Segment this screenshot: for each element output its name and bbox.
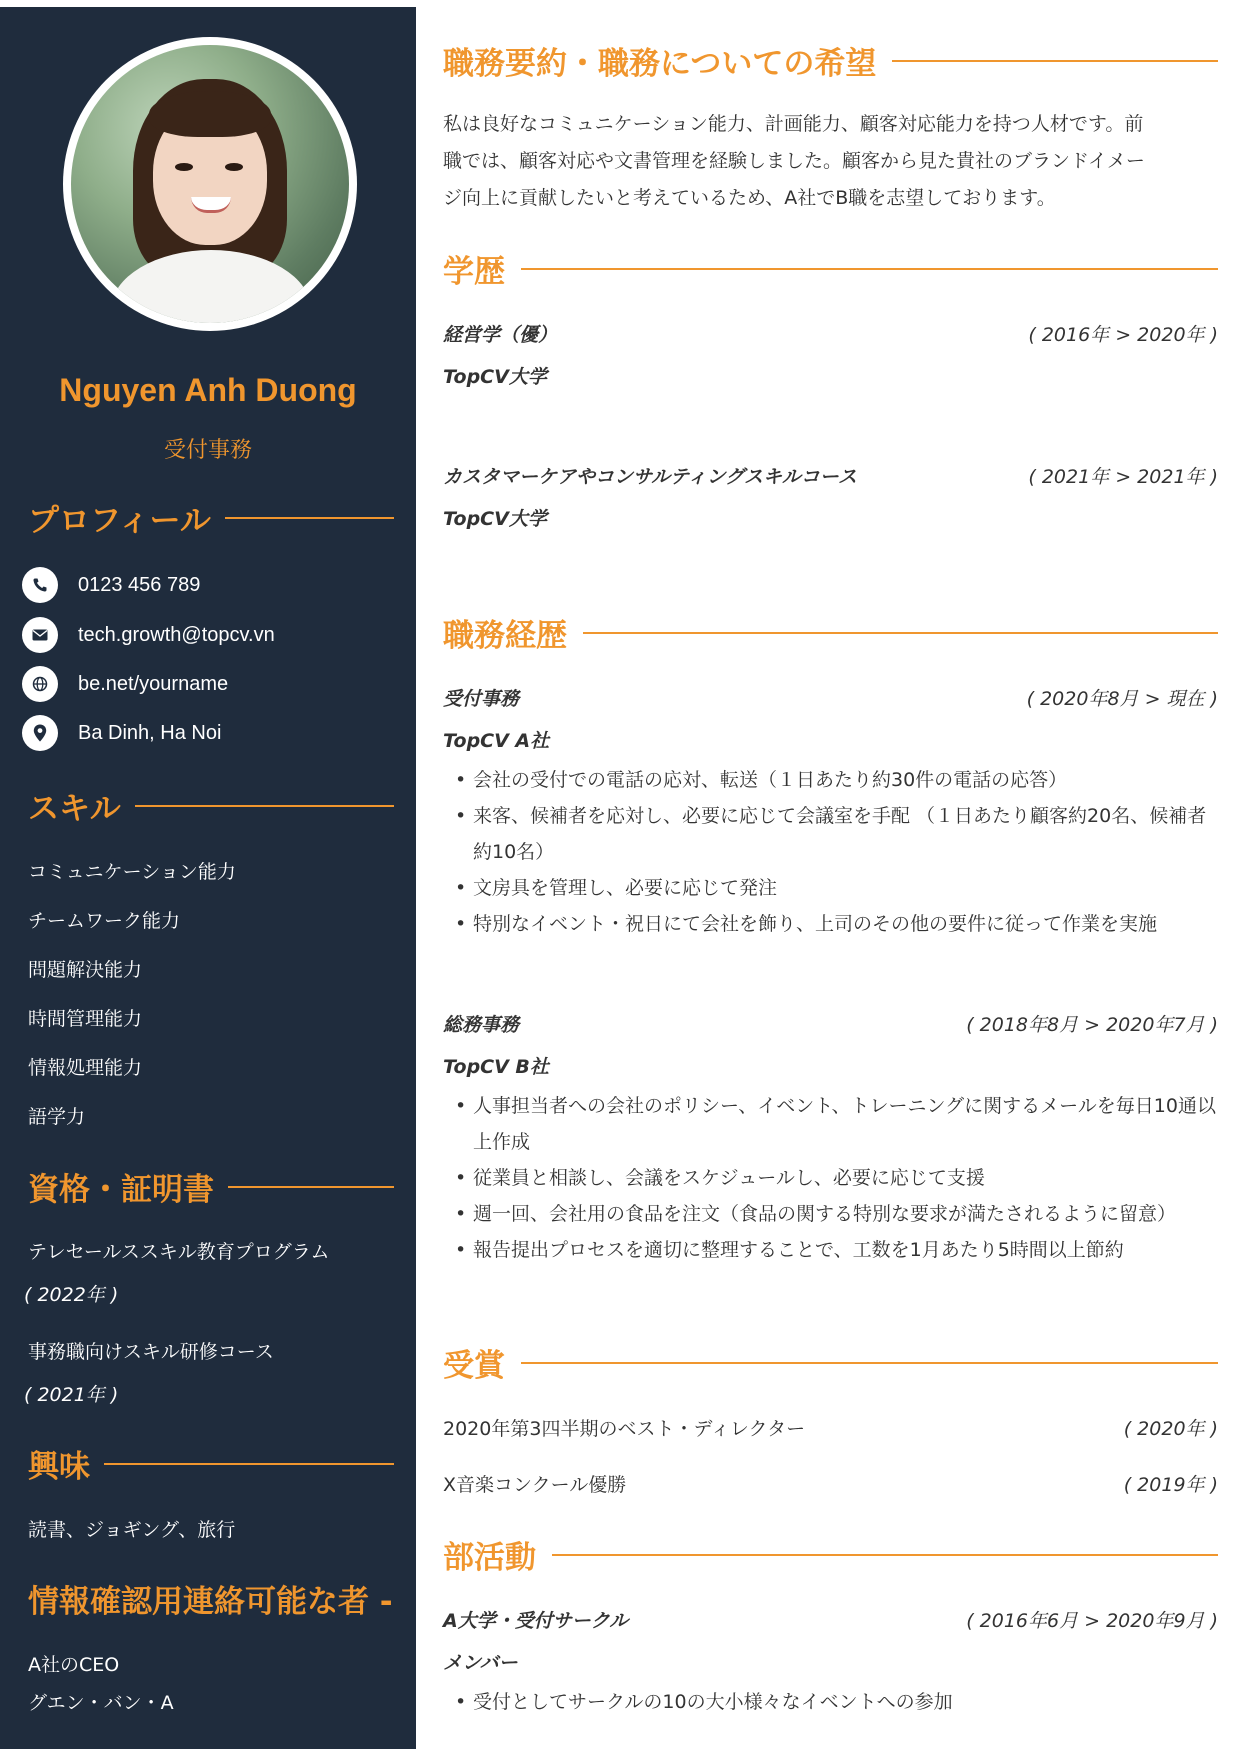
phone-icon <box>22 567 58 603</box>
award-entry <box>443 1470 1218 1497</box>
certifications-heading: 資格・証明書 <box>28 1164 394 1209</box>
list-item: • 会社の受付での電話の応対、転送（１日あたり約30件の電話の応答） <box>455 762 1217 798</box>
cert-year: ( 2021年 ) <box>24 1384 119 1406</box>
work-entry <box>443 1010 1218 1037</box>
summary-heading: 職務要約・職務についての希望 <box>443 38 1218 83</box>
profile-photo-frame <box>63 37 357 331</box>
candidate-role: 受付事務 <box>163 438 252 463</box>
education-title: 経営学（優） <box>443 324 558 346</box>
candidate-name: Nguyen Anh Duong <box>59 372 357 408</box>
award-entry <box>443 1414 1218 1441</box>
location-icon <box>22 715 58 751</box>
education-date: ( 2016年 > 2020年 ) <box>1028 324 1218 346</box>
skill-item: 情報処理能力 <box>28 1057 143 1079</box>
education-title: カスタマーケアやコンサルティングスキルコース <box>443 466 857 488</box>
skill-item: チームワーク能力 <box>28 910 181 932</box>
work-title: 受付事務 <box>443 688 520 710</box>
education-entry <box>443 462 1218 489</box>
award-title: 2020年第3四半期のベスト・ディレクター <box>443 1418 806 1440</box>
skill-item: 問題解決能力 <box>28 959 143 981</box>
cert-year: ( 2022年 ) <box>24 1284 119 1306</box>
contact-phone: 0123 456 789 <box>22 567 200 603</box>
list-item: • 来客、候補者を応対し、必要に応じて会議室を手配 （１日あたり顧客約20名、候補者約10名） <box>455 798 1217 870</box>
contact-location: Ba Dinh, Ha Noi <box>22 715 221 751</box>
contact-email[interactable]: tech.growth@topcv.vn <box>22 617 275 653</box>
education-heading: 学歴 <box>443 246 1218 291</box>
reference-line: A社のCEO <box>28 1654 120 1676</box>
skills-heading: スキル <box>28 783 394 828</box>
skill-item: 時間管理能力 <box>28 1008 143 1030</box>
work-heading: 職務経歴 <box>443 610 1218 655</box>
reference-heading: 情報確認用連絡可能な者 - <box>28 1584 393 1620</box>
list-item: • 報告提出プロセスを適切に整理することで、工数を1月あたり5時間以上節約 <box>455 1232 1217 1268</box>
interests-heading: 興味 <box>28 1441 394 1486</box>
list-item: • 人事担当者への会社のポリシー、イベント、トレーニングに関するメールを毎日10通以上作成 <box>455 1088 1217 1160</box>
club-role: メンバー <box>443 1652 518 1674</box>
list-item: • 特別なイベント・祝日にて会社を飾り、上司のその他の要件に従って作業を実施 <box>455 906 1217 942</box>
club-title: A大学・受付サークル <box>443 1610 629 1632</box>
profile-heading: プロフィール <box>28 495 394 540</box>
education-entry <box>443 320 1218 347</box>
list-item: • 受付としてサークルの10の大小様々なイベントへの参加 <box>455 1684 1217 1720</box>
contact-website[interactable]: be.net/yourname <box>22 666 228 702</box>
reference-line: グエン・バン・A <box>28 1692 174 1714</box>
work-entry <box>443 684 1218 711</box>
awards-heading: 受賞 <box>443 1340 1218 1385</box>
profile-photo <box>71 45 349 323</box>
education-school: TopCV大学 <box>443 508 547 530</box>
work-date: ( 2020年8月 > 現在 ) <box>1026 688 1218 710</box>
work-title: 総務事務 <box>443 1014 520 1036</box>
club-bullets <box>455 1684 1217 1720</box>
skill-item: 語学力 <box>28 1106 86 1128</box>
work-bullets <box>455 762 1217 942</box>
summary-text: 私は良好なコミュニケーション能力、計画能力、顧客対応能力を持つ人材です。前 職では、顧客対応や文書管理を経験しました。顧客から見た貴社のブランドイメー ジ向上に貢献したいと考えているため、A社でB職を志望しております。 <box>443 113 1145 209</box>
cert-name: 事務職向けスキル研修コース <box>28 1341 274 1363</box>
interests-text: 読書、ジョギング、旅行 <box>28 1519 236 1541</box>
cert-name: テレセールススキル教育プログラム <box>28 1241 330 1263</box>
education-school: TopCV大学 <box>443 366 547 388</box>
award-date: ( 2020年 ) <box>1123 1418 1218 1440</box>
clubs-heading: 部活動 <box>443 1532 1218 1577</box>
work-date: ( 2018年8月 > 2020年7月 ) <box>966 1014 1218 1036</box>
work-company: TopCV A社 <box>443 730 550 752</box>
work-company: TopCV B社 <box>443 1056 549 1078</box>
work-bullets <box>455 1088 1217 1268</box>
club-date: ( 2016年6月 > 2020年9月 ) <box>966 1610 1218 1632</box>
list-item: • 週一回、会社用の食品を注文（食品の関する特別な要求が満たされるように留意） <box>455 1196 1217 1232</box>
list-item: • 文房具を管理し、必要に応じて発注 <box>455 870 1217 906</box>
education-date: ( 2021年 > 2021年 ) <box>1028 466 1218 488</box>
sidebar <box>0 7 416 1749</box>
email-icon <box>22 617 58 653</box>
award-date: ( 2019年 ) <box>1123 1474 1218 1496</box>
club-entry <box>443 1606 1218 1633</box>
award-title: X音楽コンクール優勝 <box>443 1474 627 1496</box>
list-item: • 従業員と相談し、会議をスケジュールし、必要に応じて支援 <box>455 1160 1217 1196</box>
skill-item: コミュニケーション能力 <box>28 861 236 883</box>
globe-icon <box>22 666 58 702</box>
